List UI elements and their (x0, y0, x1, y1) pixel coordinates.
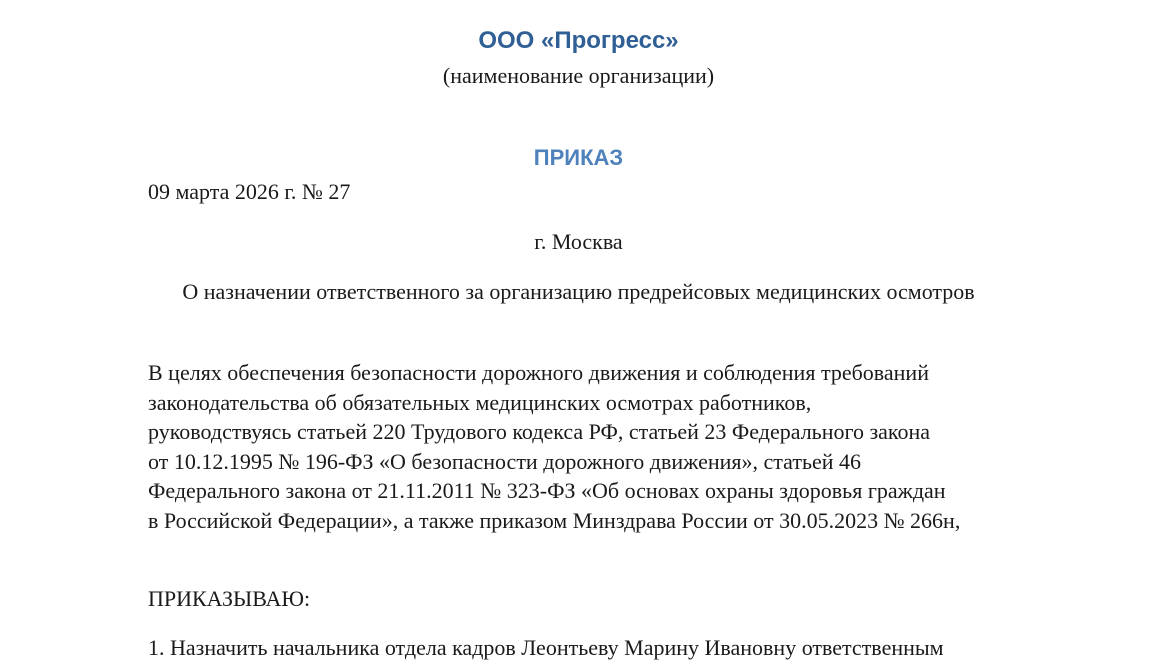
preamble-line: Федерального закона от 21.11.2011 № 323-ФЗ «Об основах охраны здоровья граждан (148, 478, 946, 504)
preamble-line: законодательства об обязательных медицинских осмотрах работников, (148, 389, 812, 415)
document-city: г. Москва (534, 229, 623, 254)
document-type-title: ПРИКАЗ (533, 145, 624, 170)
organization-name: ООО «Прогресс» (478, 27, 679, 54)
order-item: 1. Назначить начальника отдела кадров Леонтьеву Марину Ивановну ответственным (148, 635, 944, 660)
preamble-paragraph (148, 358, 1048, 536)
preamble-line: от 10.12.1995 № 196-ФЗ «О безопасности дорожного движения», статьей 46 (148, 448, 862, 474)
preamble-line: руководствуясь статьей 220 Трудового кодекса РФ, статьей 23 Федерального закона (148, 419, 931, 445)
document-subject: О назначении ответственного за организацию предрейсовых медицинских осмотров (182, 279, 975, 304)
organization-caption: (наименование организации) (442, 63, 715, 88)
preamble-line: в Российской Федерации», а также приказом Минздрава России от 30.05.2023 № 266н, (148, 507, 961, 533)
document-date-number: 09 марта 2026 г. № 27 (148, 179, 351, 204)
order-word: ПРИКАЗЫВАЮ: (148, 586, 311, 611)
preamble-line: В целях обеспечения безопасности дорожного движения и соблюдения требований (148, 360, 929, 385)
